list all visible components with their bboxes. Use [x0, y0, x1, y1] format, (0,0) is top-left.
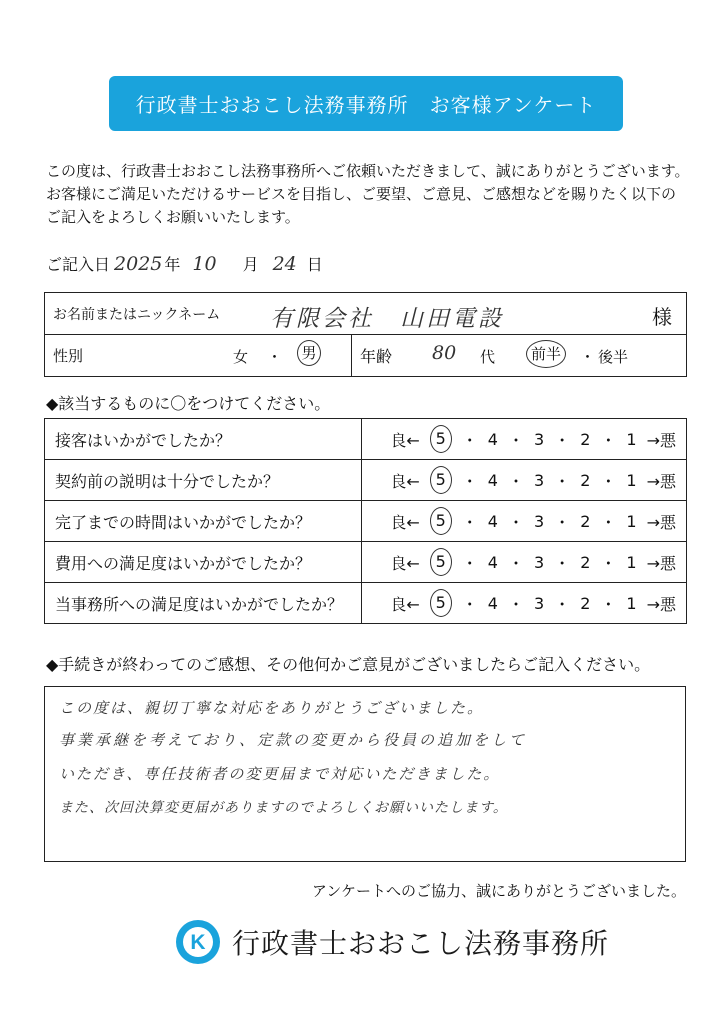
date-day-value[interactable]: 24 [272, 253, 297, 275]
age-label: 年齢 [360, 347, 393, 366]
comment-line: また、次回決算変更届がありますのでよろしくお願いいたします。 [59, 800, 508, 816]
rating-row [45, 460, 687, 501]
gender-female-option[interactable]: 女 [233, 348, 249, 366]
rating-separator: ・ [554, 553, 571, 573]
rating-separator: ・ [600, 553, 617, 573]
rating-option[interactable]: 2 [580, 470, 591, 490]
question-text: 完了までの時間はいかがでしたか？ [55, 512, 312, 532]
rating-separator: ・ [507, 553, 524, 573]
gender-male-option-circled[interactable]: 男 [297, 340, 321, 366]
rating-option[interactable]: 1 [626, 470, 637, 490]
rating-option[interactable]: 2 [580, 511, 591, 531]
office-logo [174, 918, 609, 966]
rating-option[interactable]: 2 [580, 429, 591, 449]
question-text: 費用への満足度はいかがでしたか？ [55, 553, 312, 573]
rating-separator: ・ [600, 594, 617, 614]
scale-bad-label: →悪 [646, 594, 676, 614]
scale-bad-label: →悪 [646, 553, 676, 573]
scale-bad-label: →悪 [646, 430, 676, 450]
survey-heading: ◆該当するものに〇をつけてください。 [46, 394, 331, 413]
honorific-label: 様 [652, 305, 672, 329]
question-text: 当事務所への満足度はいかがでしたか？ [55, 594, 344, 614]
intro-line: ご記入をよろしくお願いいたします。 [46, 208, 300, 226]
rating-option[interactable]: 3 [533, 593, 545, 613]
age-value[interactable]: 80 [432, 342, 457, 364]
rating-option[interactable]: 4 [487, 593, 498, 613]
date-year-value[interactable]: 2025 [114, 253, 163, 275]
rating-separator: ・ [600, 512, 617, 532]
scale-bad-label: →悪 [646, 512, 676, 532]
rating-row [45, 583, 687, 624]
rating-option[interactable]: 2 [580, 552, 591, 572]
name-value[interactable]: 有限会社 山田電設 [270, 306, 504, 332]
rating-separator: ・ [600, 430, 617, 450]
rating-row [45, 501, 687, 542]
question-text: 接客はいかがでしたか？ [55, 430, 232, 450]
date-day-unit: 日 [306, 255, 323, 274]
rating-separator: ・ [461, 430, 478, 450]
rating-option[interactable]: 1 [626, 429, 637, 449]
rating-table [44, 418, 687, 624]
rating-option[interactable]: 1 [626, 511, 637, 531]
rating-scale [372, 466, 676, 494]
rating-separator: ・ [554, 430, 571, 450]
rating-separator: ・ [507, 594, 524, 614]
thanks-message: アンケートへのご協力、誠にありがとうございました。 [311, 882, 686, 900]
office-name: 行政書士おおこし法務事務所 [232, 927, 610, 960]
rating-option[interactable]: 3 [533, 429, 545, 449]
rating-separator: ・ [554, 594, 571, 614]
scale-good-label: 良← [390, 430, 420, 450]
scale-bad-label: →悪 [646, 471, 676, 491]
rating-option[interactable]: 4 [487, 470, 498, 490]
date-month-unit: 月 [242, 255, 259, 274]
scale-good-label: 良← [390, 471, 420, 491]
intro-line: この度は、行政書士おおこし法務事務所へご依頼いただきまして、誠にありがとうございます。 [46, 162, 690, 180]
rating-scale [372, 507, 676, 535]
rating-option[interactable]: 3 [533, 511, 545, 531]
rating-option[interactable]: 2 [580, 593, 591, 613]
rating-scale [372, 425, 676, 453]
intro-line: お客様にご満足いただけるサービスを目指し、ご要望、ご意見、ご感想などを賜りたく以下の [46, 185, 677, 203]
name-label: お名前またはニックネーム [53, 306, 221, 323]
rating-option-selected[interactable]: 5 [430, 425, 452, 453]
intro-paragraph [46, 160, 696, 229]
date-label: ご記入日 [46, 255, 111, 274]
rating-separator: ・ [554, 512, 571, 532]
rating-option-selected[interactable]: 5 [430, 548, 452, 576]
age-half-separator: ・ [580, 348, 596, 366]
rating-option-selected[interactable]: 5 [430, 466, 452, 494]
scale-good-label: 良← [390, 512, 420, 532]
comment-line: 事業承継を考えており、定款の変更から役員の追加をして [59, 731, 528, 749]
rating-option[interactable]: 4 [487, 552, 498, 572]
rating-row [45, 419, 687, 460]
rating-separator: ・ [461, 512, 478, 532]
date-year-unit: 年 [164, 255, 181, 274]
comment-line: いただき、専任技術者の変更届まで対応いただきました。 [59, 765, 501, 783]
rating-scale [372, 548, 676, 576]
office-logo-icon [174, 918, 222, 966]
rating-separator: ・ [554, 471, 571, 491]
rating-separator: ・ [461, 594, 478, 614]
scale-good-label: 良← [390, 594, 420, 614]
page-title: 行政書士おおこし法務事務所 お客様アンケート [135, 93, 597, 117]
rating-separator: ・ [461, 553, 478, 573]
gender-separator: ・ [267, 348, 283, 366]
rating-scale [372, 589, 676, 617]
comments-heading: ◆手続きが終わってのご感想、その他何かご意見がございましたらご記入ください。 [46, 655, 651, 674]
rating-separator: ・ [461, 471, 478, 491]
rating-option[interactable]: 4 [487, 511, 498, 531]
comment-line: この度は、親切丁寧な対応をありがとうございました。 [59, 699, 485, 717]
age-unit: 代 [480, 348, 496, 366]
rating-separator: ・ [507, 512, 524, 532]
rating-separator: ・ [600, 471, 617, 491]
scale-good-label: 良← [390, 553, 420, 573]
rating-option[interactable]: 3 [533, 470, 545, 490]
rating-row [45, 542, 687, 583]
rating-option[interactable]: 1 [626, 593, 637, 613]
comments-box[interactable] [44, 686, 686, 862]
customer-info-table [44, 292, 687, 377]
entry-date-row [46, 252, 323, 275]
rating-separator: ・ [507, 471, 524, 491]
survey-title-banner [109, 76, 623, 131]
gender-age-row [45, 335, 687, 377]
date-month-value[interactable]: 10 [192, 253, 217, 275]
rating-option-selected[interactable]: 5 [430, 589, 452, 617]
logo-letter: K [190, 931, 206, 954]
name-row [45, 293, 687, 335]
rating-option[interactable]: 4 [487, 429, 498, 449]
rating-option[interactable]: 3 [533, 552, 545, 572]
rating-separator: ・ [507, 430, 524, 450]
rating-option[interactable]: 1 [626, 552, 637, 572]
rating-option-selected[interactable]: 5 [430, 507, 452, 535]
gender-label: 性別 [53, 347, 84, 365]
age-second-half-option[interactable]: 後半 [598, 348, 629, 366]
question-text: 契約前の説明は十分でしたか？ [55, 471, 280, 491]
age-first-half-option-circled[interactable]: 前半 [526, 340, 566, 368]
